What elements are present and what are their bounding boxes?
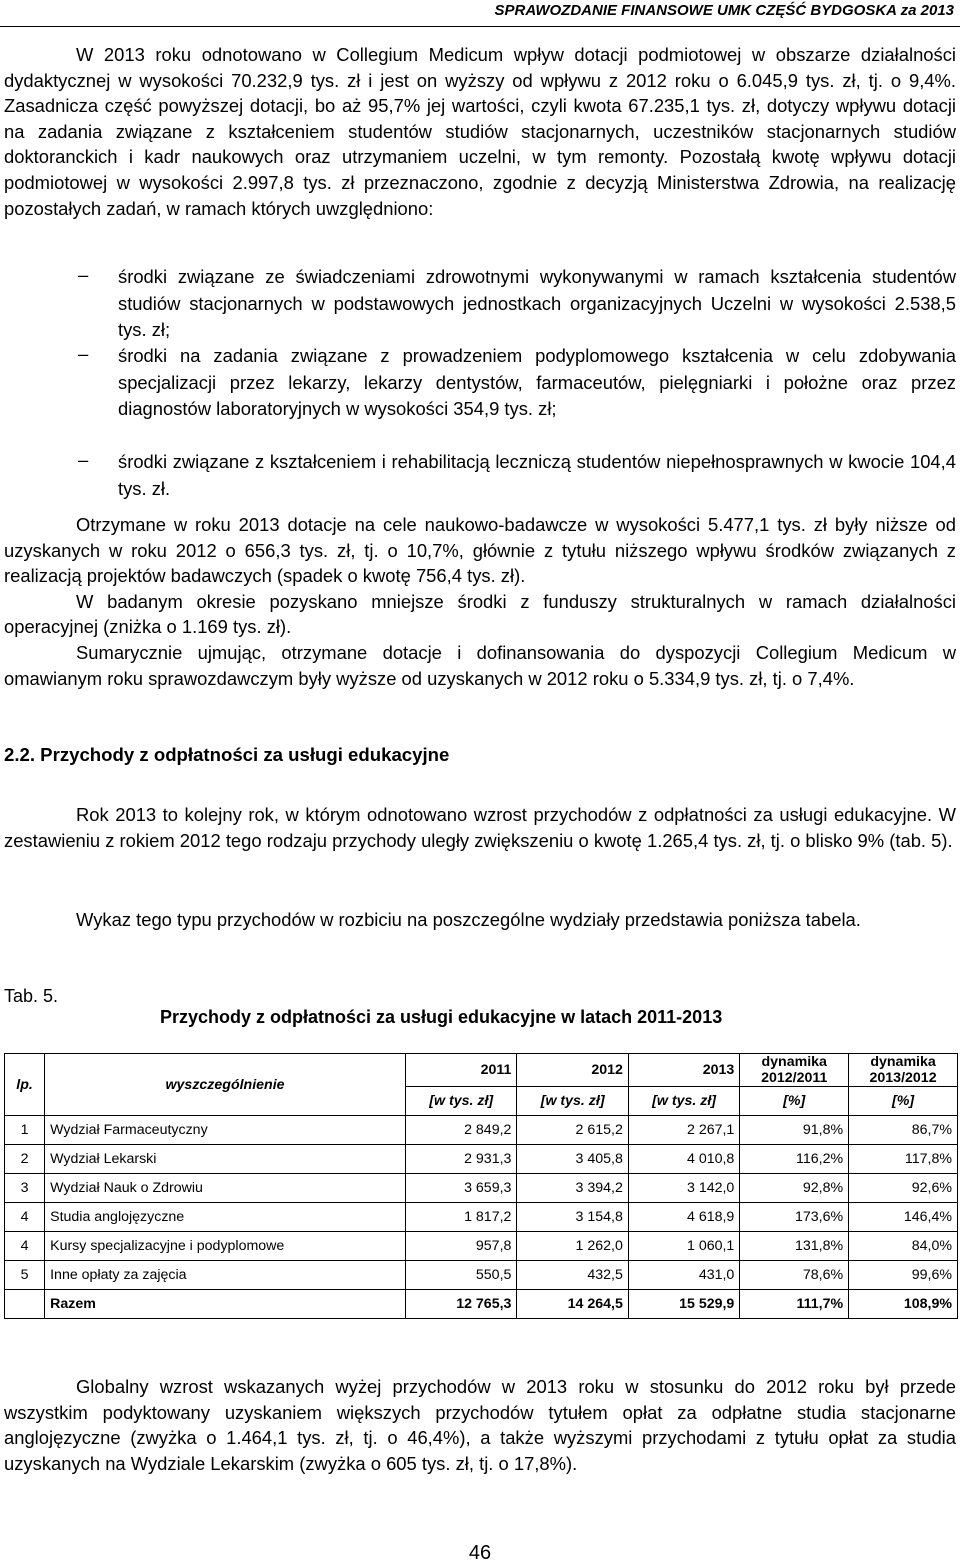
paragraph-text: W 2013 roku odnotowano w Collegium Medicum wpływ dotacji podmiotowej w obszarze działalności dydaktycznej w wysokości 70.232,9 tys. zł i jest on wyższy od wpływu z 2012 roku o 6.045,9 tys. zł, tj. o 9,4%. Zasadnicza część powyższej dotacji, bo aż 95,7% jej wartości, czyli kwota 67.235,1 tys. zł, dotyczy wpływu dotacji na zadania związane z kształceniem studentów studiów stacjonarnych, uczestników stacjonarnych studiów doktoranckich i kadr naukowych oraz utrzymaniem uczelni, w tym remonty. Pozostałą kwotę wpływu dotacji podmiotowej w wysokości 2.997,8 tys. zł przeznaczono, zgodnie z decyzją Ministerstwa Zdrowia, na realizację pozostałych zadań, w ramach których uwzględniono: (4, 44, 956, 219)
unit-cell: [w tys. zł] (517, 1087, 628, 1116)
list-item: środki związane ze świadczeniami zdrowotnymi wykonywanymi w ramach kształcenia studentów studiów stacjonarnych w podstawowych jednostkach organizacyjnych Uczelni w wysokości 2.538,5 tys. zł; (118, 266, 956, 340)
paragraph-text: Rok 2013 to kolejny rok, w którym odnotowano wzrost przychodów z odpłatności za usługi edukacyjne. W zestawieniu z rokiem 2012 tego rodzaju przychody uległy zwiększeniu o kwotę 1.265,4 tys. zł, tj. o blisko 9% (tab. 5). (4, 804, 956, 851)
row-name: Wydział Nauk o Zdrowiu (45, 1174, 406, 1203)
row-2011: 2 931,3 (405, 1145, 516, 1174)
list-dash-icon: – (78, 343, 89, 364)
paragraph-wzrost-przychodow (4, 802, 956, 853)
paragraph-text: Sumarycznie ujmując, otrzymane dotacje i dofinansowania do dyspozycji Collegium Medicum w omawianym roku sprawozdawczym były wyższe od uzyskanych w 2012 roku o 5.334,9 tys. zł, tj. o 7,4%. (4, 641, 956, 689)
list-dash-icon: – (78, 264, 89, 285)
row-2011: 550,5 (405, 1261, 516, 1290)
unit-cell: [w tys. zł] (628, 1087, 739, 1116)
row-dyn1: 92,8% (740, 1174, 849, 1203)
unit-cell: [%] (740, 1087, 849, 1116)
header-name: wyszczególnienie (45, 1054, 406, 1116)
row-2013: 1 060,1 (628, 1232, 739, 1261)
row-2013: 3 142,0 (628, 1174, 739, 1203)
unit-cell: [w tys. zł] (405, 1087, 516, 1116)
row-lp: 5 (5, 1261, 45, 1290)
header-rule (0, 26, 960, 27)
row-2011: 3 659,3 (405, 1174, 516, 1203)
total-dyn2: 108,9% (849, 1290, 958, 1319)
header-dynamics-2013-2012: dynamika 2013/2012 (849, 1054, 958, 1087)
paragraph-wykaz (4, 907, 956, 933)
table-row (5, 1203, 958, 1232)
header-2013: 2013 (628, 1054, 739, 1087)
row-lp: 2 (5, 1145, 45, 1174)
row-name: Wydział Lekarski (45, 1145, 406, 1174)
row-dyn1: 91,8% (740, 1116, 849, 1145)
row-2013: 4 618,9 (628, 1203, 739, 1232)
row-2012: 3 154,8 (517, 1203, 628, 1232)
paragraph-text: Wykaz tego typu przychodów w rozbiciu na poszczególne wydziały przedstawia poniższa tabela. (76, 909, 861, 930)
row-lp: 4 (5, 1232, 45, 1261)
total-2012: 14 264,5 (517, 1290, 628, 1319)
row-lp: 1 (5, 1116, 45, 1145)
row-name: Studia anglojęzyczne (45, 1203, 406, 1232)
row-lp: 4 (5, 1203, 45, 1232)
revenue-table (4, 1053, 958, 1319)
table-header-row (5, 1054, 958, 1087)
list-dash-icon: – (78, 449, 89, 470)
table-row (5, 1116, 958, 1145)
paragraph-globalny-wzrost (4, 1374, 956, 1476)
row-dyn1: 173,6% (740, 1203, 849, 1232)
row-lp: 3 (5, 1174, 45, 1203)
total-name: Razem (45, 1290, 406, 1319)
paragraph-text: Otrzymane w roku 2013 dotacje na cele naukowo-badawcze w wysokości 5.477,1 tys. zł były niższe od uzyskanych w roku 2012 o 656,3 tys. zł, tj. o 10,7%, głównie z tytułu niższego wpływu środków związanych z realizacją projektów badawczych (spadek o kwotę 756,4 tys. zł). (4, 514, 956, 587)
row-dyn1: 78,6% (740, 1261, 849, 1290)
row-2012: 1 262,0 (517, 1232, 628, 1261)
row-2012: 3 405,8 (517, 1145, 628, 1174)
header-2012: 2012 (517, 1054, 628, 1087)
table-row (5, 1232, 958, 1261)
row-2012: 3 394,2 (517, 1174, 628, 1203)
paragraph-dotacja-dydaktyczna (4, 42, 956, 221)
row-2011: 1 817,2 (405, 1203, 516, 1232)
row-2013: 4 010,8 (628, 1145, 739, 1174)
header-2011: 2011 (405, 1054, 516, 1087)
list-item: środki na zadania związane z prowadzeniem podyplomowego kształcenia w celu zdobywania specjalizacji przez lekarzy, lekarzy dentystów, farmaceutów, pielęgniarki i położne oraz przez diagnostów laboratoryjnych w wysokości 354,9 tys. zł; (118, 345, 956, 419)
header-lp: lp. (5, 1054, 45, 1116)
row-2011: 2 849,2 (405, 1116, 516, 1145)
table-title: Przychody z odpłatności za usługi edukacyjne w latach 2011-2013 (160, 1007, 723, 1027)
row-dyn2: 84,0% (849, 1232, 958, 1261)
row-name: Kursy specjalizacyjne i podyplomowe (45, 1232, 406, 1261)
row-dyn2: 117,8% (849, 1145, 958, 1174)
row-2013: 431,0 (628, 1261, 739, 1290)
row-dyn2: 99,6% (849, 1261, 958, 1290)
row-2012: 432,5 (517, 1261, 628, 1290)
row-name: Wydział Farmaceutyczny (45, 1116, 406, 1145)
unit-cell: [%] (849, 1087, 958, 1116)
row-2012: 2 615,2 (517, 1116, 628, 1145)
list-item: środki związane z kształceniem i rehabilitacją leczniczą studentów niepełnosprawnych w kwocie 104,4 tys. zł. (118, 451, 956, 499)
paragraph-text: Globalny wzrost wskazanych wyżej przychodów w 2013 roku w stosunku do 2012 roku był przede wszystkim podyktowany uzyskaniem większych przychodów tytułem opłat za odpłatne studia stacjonarne anglojęzyczne (zwyżka o 1.464,1 tys. zł, tj. o 46,4%), a także wyższymi przychodami z tytułu opłat za studia uzyskanych na Wydziale Lekarskim (zwyżka o 605 tys. zł, tj. o 17,8%). (4, 1376, 956, 1474)
row-name: Inne opłaty za zajęcia (45, 1261, 406, 1290)
total-2011: 12 765,3 (405, 1290, 516, 1319)
row-dyn2: 92,6% (849, 1174, 958, 1203)
row-2011: 957,8 (405, 1232, 516, 1261)
table-row (5, 1145, 958, 1174)
row-2013: 2 267,1 (628, 1116, 739, 1145)
row-dyn2: 86,7% (849, 1116, 958, 1145)
total-2013: 15 529,9 (628, 1290, 739, 1319)
row-dyn1: 131,8% (740, 1232, 849, 1261)
total-dyn1: 111,7% (740, 1290, 849, 1319)
total-lp (5, 1290, 45, 1319)
row-dyn1: 116,2% (740, 1145, 849, 1174)
paragraph-text: W badanym okresie pozyskano mniejsze środki z funduszy strukturalnych w ramach działalności operacyjnej (zniżka o 1.169 tys. zł). (4, 590, 956, 638)
header-dynamics-2012-2011: dynamika 2012/2011 (740, 1054, 849, 1087)
section-title: 2.2. Przychody z odpłatności za usługi edukacyjne (4, 744, 450, 765)
table-row (5, 1261, 958, 1290)
table-label: Tab. 5. (4, 986, 59, 1006)
document-header: SPRAWOZDANIE FINANSOWE UMK CZĘŚĆ BYDGOSKA za 2013 (494, 2, 954, 19)
paragraph-dotacje-naukowe (4, 512, 956, 691)
row-dyn2: 146,4% (849, 1203, 958, 1232)
table-row (5, 1174, 958, 1203)
table-total-row (5, 1290, 958, 1319)
page-number: 46 (468, 1542, 492, 1564)
